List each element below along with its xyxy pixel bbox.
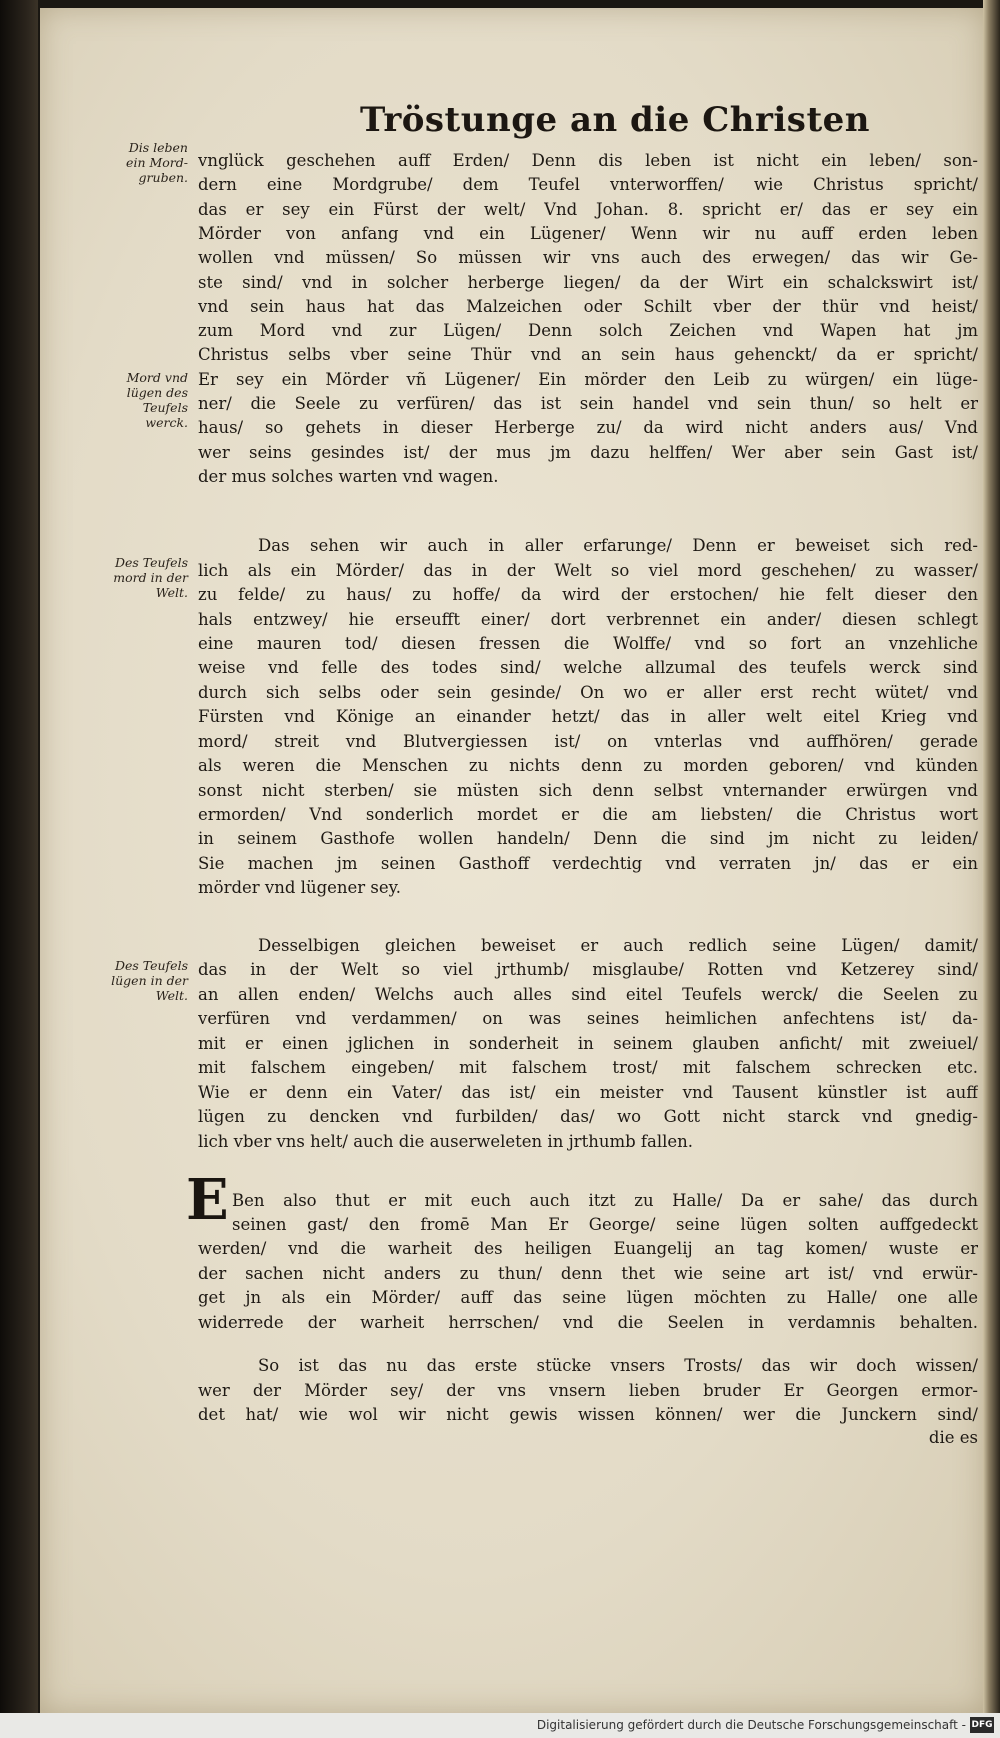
text-line: lich als ein Mörder/ das in der Welt so viel mord geschehen/ zu wasser/ [198,561,978,580]
text-line: So ist das nu das erste stücke vnsers Trosts/ das wir doch wissen/ [258,1356,978,1375]
footer-bar [0,1713,1000,1738]
marginal-note-line: Welt. [155,585,188,600]
scan-right-edge [983,0,1000,1738]
marginal-note-line: gruben. [138,170,188,185]
text-line: vnglück geschehen auff Erden/ Denn dis leben ist nicht ein leben/ son- [198,151,978,170]
text-line: det hat/ wie wol wir nicht gewis wissen können/ wer die Junckern sind/ [198,1405,978,1424]
marginal-note-line: Dis leben [128,140,188,155]
marginal-note [58,370,188,430]
text-line: der sachen nicht anders zu thun/ denn thet wie seine art ist/ vnd erwür- [198,1264,978,1283]
text-line: seinen gast/ den fromē Man Er George/ seine lügen solten auffgedeckt [232,1215,978,1234]
marginal-note [58,140,188,185]
text-line: mörder vnd lügener sey. [198,878,402,897]
marginal-note [58,958,188,1003]
text-line: verfüren vnd verdammen/ on was seines heimlichen anfechtens ist/ da- [198,1009,978,1028]
text-line: das in der Welt so viel jrthumb/ misglaube/ Rotten vnd Ketzerey sind/ [198,960,978,979]
text-line: Desselbigen gleichen beweiset er auch redlich seine Lügen/ damit/ [258,936,978,955]
text-line: mord/ streit vnd Blutvergiessen ist/ on vnterlas vnd auffhören/ gerade [198,732,978,751]
text-line: ermorden/ Vnd sonderlich mordet er die am liebsten/ die Christus wort [198,805,978,824]
text-line: eine mauren tod/ diesen fressen die Wolffe/ vnd so fort an vnzehliche [198,634,978,653]
page-title: Tröstunge an die Christen [360,100,870,140]
marginal-note-line: Des Teufels [114,958,188,973]
text-line: Christus selbs vber seine Thür vnd an sein haus gehenckt/ da er spricht/ [198,345,978,364]
footer-credit: Digitalisierung gefördert durch die Deutsche Forschungsgemeinschaft - [536,1718,966,1732]
dfg-logo-icon: DFG [970,1717,994,1733]
text-line: Er sey ein Mörder vñ Lügener/ Ein mörder den Leib zu würgen/ ein lüge- [198,370,978,389]
text-line: sonst nicht sterben/ sie müsten sich denn selbst vnternander erwürgen vnd [198,781,978,800]
marginal-note-line: Des Teufels [114,555,188,570]
text-line: hals entzwey/ hie erseufft einer/ dort verbrennet ein ander/ diesen schlegt [198,610,978,629]
marginal-note-line: werck. [145,415,188,430]
text-line: dern eine Mordgrube/ dem Teufel vnterworffen/ wie Christus spricht/ [198,175,978,194]
text-line: wer der Mörder sey/ der vns vnsern lieben bruder Er Georgen ermor- [198,1381,978,1400]
scan-left-edge [0,0,38,1738]
text-line: widerrede der warheit herrschen/ vnd die Seelen in verdamnis behalten. [198,1313,978,1332]
text-line: zu felde/ zu haus/ zu hoffe/ da wird der erstochen/ hie felt dieser den [198,585,978,604]
text-line: haus/ so gehets in dieser Herberge zu/ da wird nicht anders aus/ Vnd [198,418,978,437]
text-line: lügen zu dencken vnd furbilden/ das/ wo Gott nicht starck vnd gnedig- [198,1107,978,1126]
text-line: Mörder von anfang vnd ein Lügener/ Wenn wir nu auff erden leben [198,224,978,243]
text-line: in seinem Gasthofe wollen handeln/ Denn die sind jm nicht zu leiden/ [198,829,978,848]
text-line: mit falschem eingeben/ mit falschem trost/ mit falschem schrecken etc. [198,1058,978,1077]
text-line: als weren die Menschen zu nichts denn zu morden geboren/ vnd künden [198,756,978,775]
marginal-note-line: Teufels [142,400,188,415]
text-line: Ben also thut er mit euch auch itzt zu Halle/ Da er sahe/ das durch [232,1191,978,1210]
text-line: ste sind/ vnd in solcher herberge liegen/ da der Wirt ein schalckswirt ist/ [198,273,978,292]
marginal-note [58,555,188,600]
text-line: werden/ vnd die warheit des heiligen Euangelij an tag komen/ wuste er [198,1239,978,1258]
text-line: an allen enden/ Welchs auch alles sind eitel Teufels werck/ die Seelen zu [198,985,978,1004]
text-line: mit er einen jglichen in sonderheit in seinem glauben anficht/ mit zweiuel/ [198,1034,978,1053]
text-line: durch sich selbs oder sein gesinde/ On wo er aller erst recht wütet/ vnd [198,683,978,702]
text-line: der mus solches warten vnd wagen. [198,467,499,486]
marginal-note-line: Welt. [155,988,188,1003]
marginal-note-line: lügen in der [111,973,188,988]
text-line: Sie machen jm seinen Gasthoff verdechtig vnd verraten jn/ das er ein [198,854,978,873]
text-line: weise vnd felle des todes sind/ welche allzumal des teufels werck sind [198,658,978,677]
marginal-note-line: mord in der [113,570,188,585]
text-line: get jn als ein Mörder/ auff das seine lügen möchten zu Halle/ one alle [198,1288,978,1307]
drop-initial: E [186,1167,229,1233]
text-line: vnd sein haus hat das Malzeichen oder Schilt vber der thür vnd heist/ [198,297,978,316]
text-line: wollen vnd müssen/ So müssen wir vns auch des erwegen/ das wir Ge- [198,248,978,267]
text-line: Wie er denn ein Vater/ das ist/ ein meister vnd Tausent künstler ist auff [198,1083,978,1102]
marginal-note-line: ein Mord- [126,155,188,170]
catchword: die es [928,1428,978,1447]
text-line: ner/ die Seele zu verfüren/ das ist sein handel vnd sein thun/ so helt er [198,394,978,413]
text-line: Das sehen wir auch in aller erfarunge/ Denn er beweiset sich red- [258,536,978,555]
text-line: wer seins gesindes ist/ der mus jm dazu helffen/ Wer aber sein Gast ist/ [198,443,978,462]
marginal-note-line: Mord vnd [126,370,188,385]
marginal-note-line: lügen des [126,385,188,400]
text-line: lich vber vns helt/ auch die auserweleten in jrthumb fallen. [198,1132,694,1151]
text-line: Fürsten vnd Könige an einander hetzt/ das in aller welt eitel Krieg vnd [198,707,978,726]
text-line: das er sey ein Fürst der welt/ Vnd Johan. 8. spricht er/ das er sey ein [198,200,978,219]
text-line: zum Mord vnd zur Lügen/ Denn solch Zeichen vnd Wapen hat jm [198,321,978,340]
